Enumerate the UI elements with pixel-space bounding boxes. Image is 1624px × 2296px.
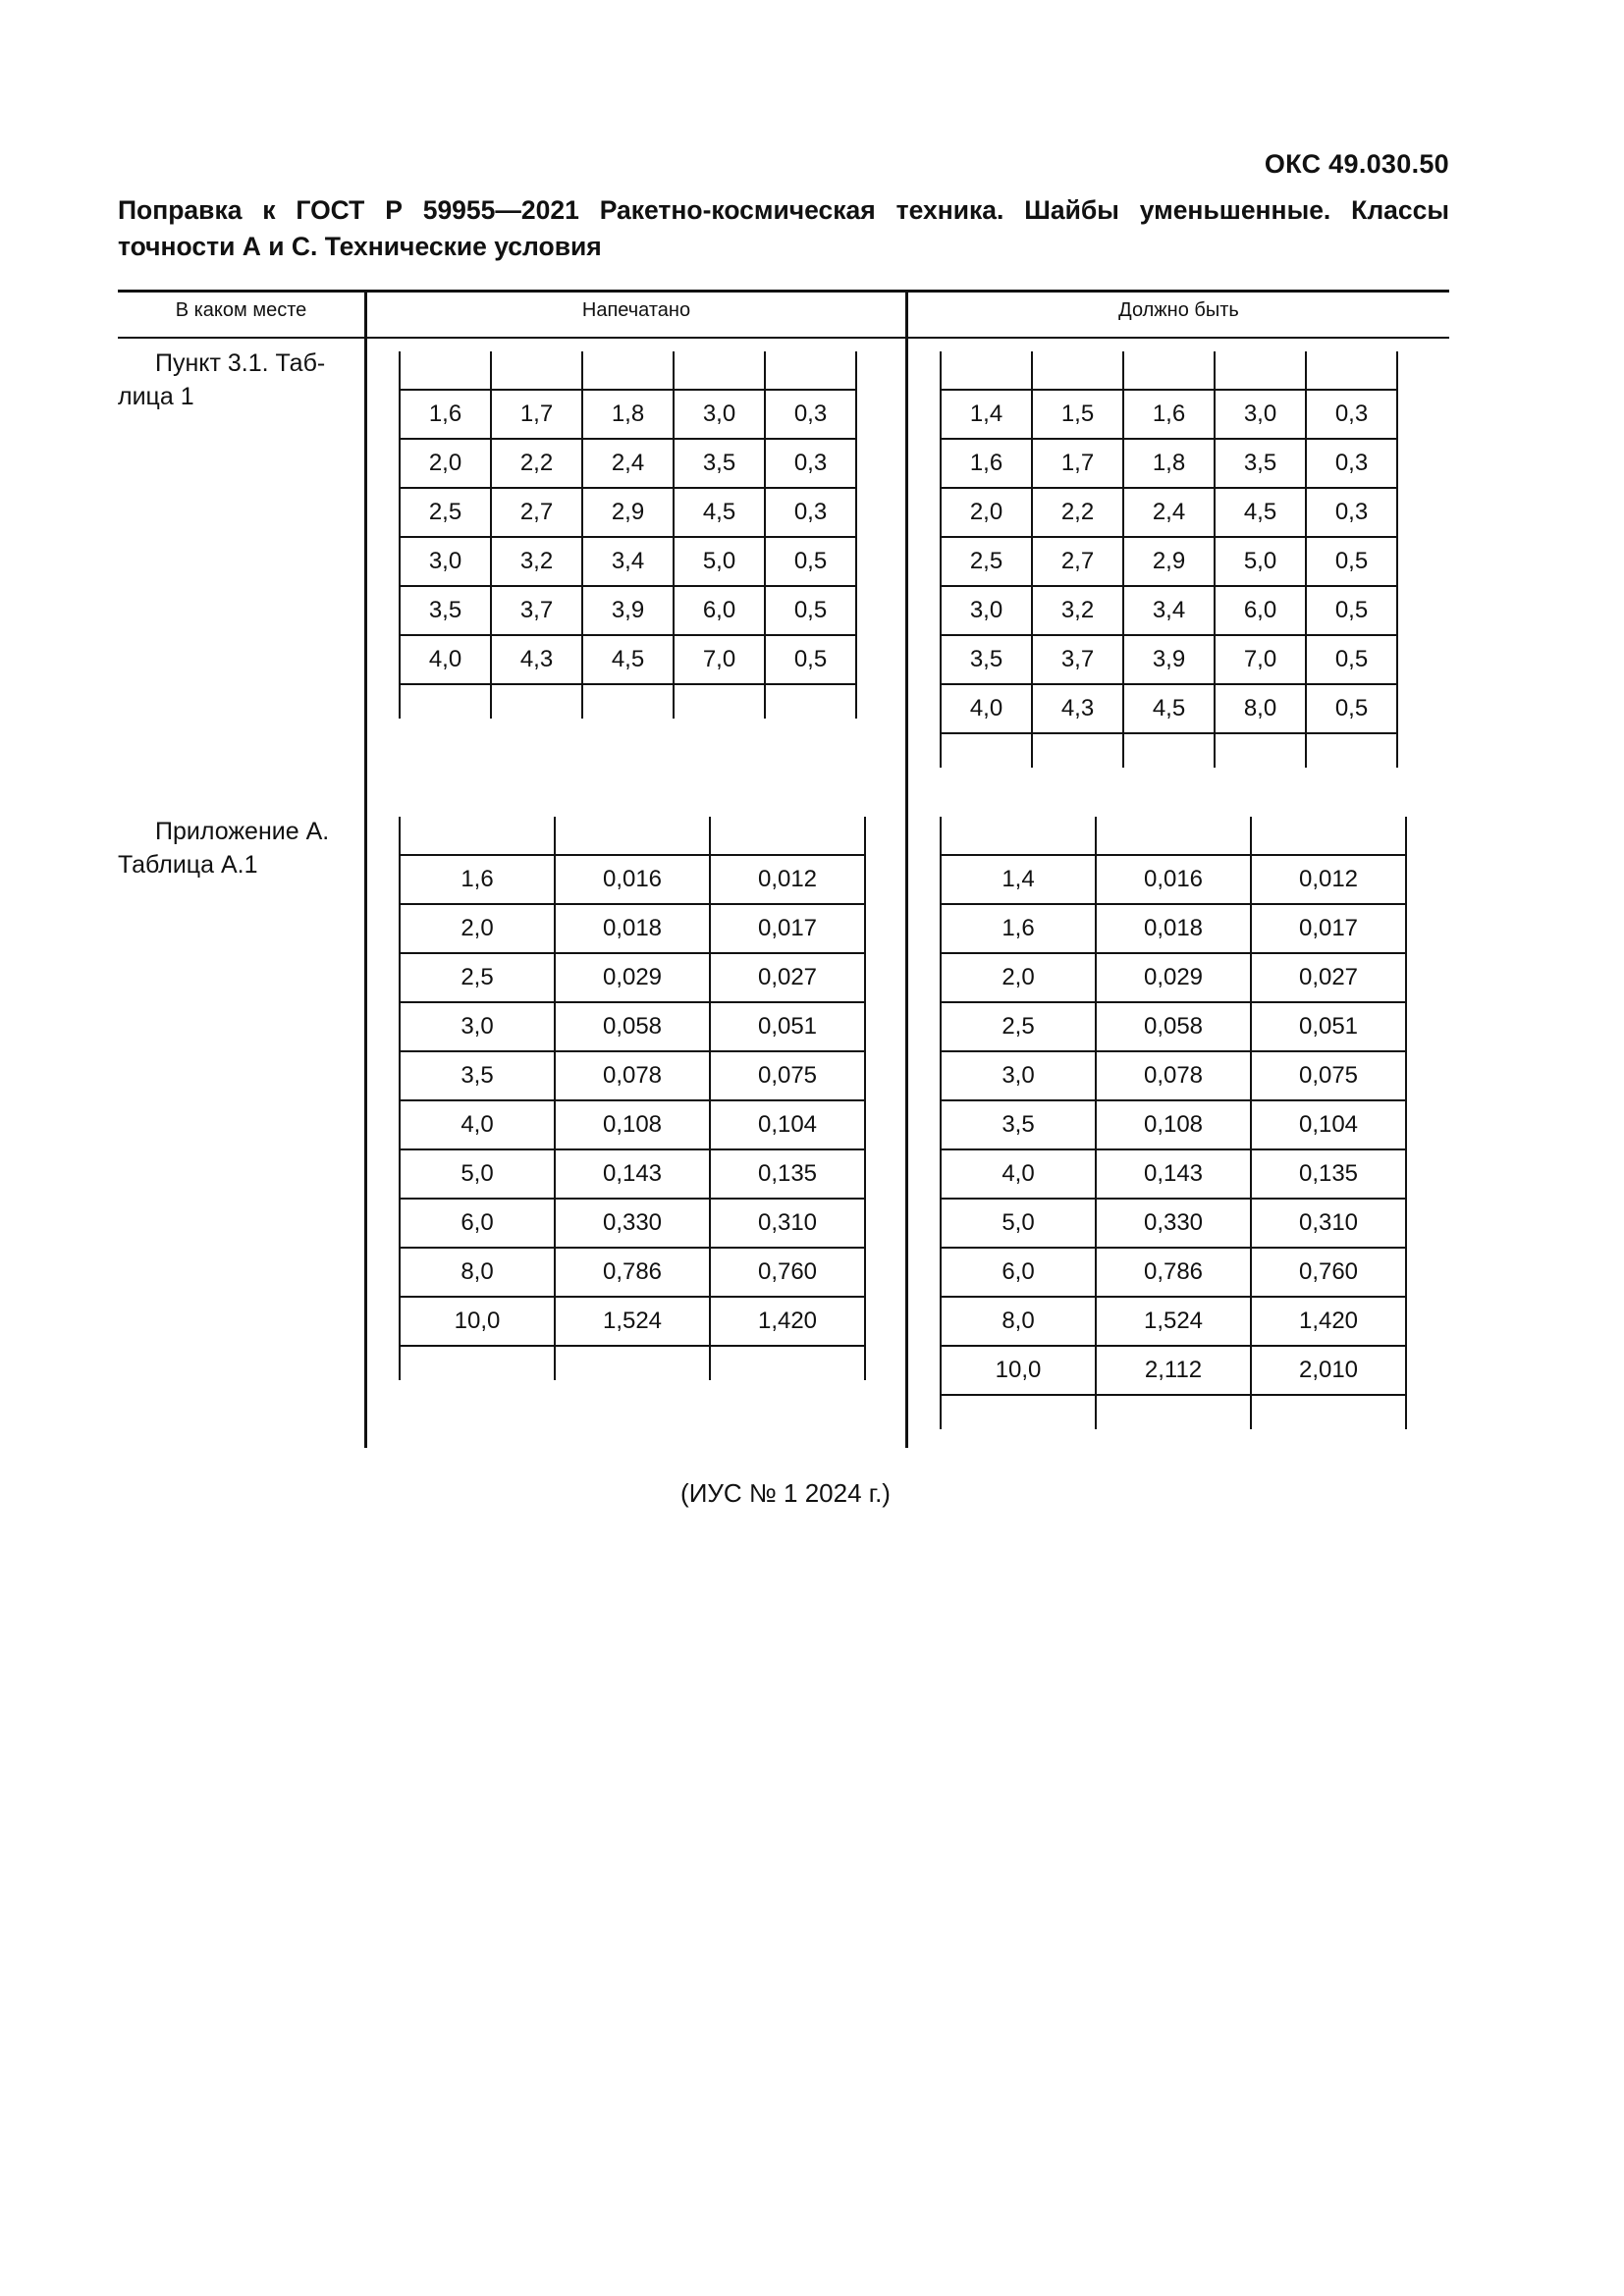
table-cell: 0,016 xyxy=(555,855,710,904)
table-row xyxy=(941,586,1397,635)
table-cell: 3,9 xyxy=(582,586,674,635)
table-cell: 1,6 xyxy=(941,439,1032,488)
table-cell: 3,4 xyxy=(1123,586,1215,635)
table-cell: 2,2 xyxy=(491,439,582,488)
table1-printed xyxy=(399,351,857,719)
table-cell: 3,2 xyxy=(491,537,582,586)
table-cell: 3,0 xyxy=(941,586,1032,635)
column-header-place: В каком месте xyxy=(175,299,307,321)
table-row xyxy=(941,855,1406,904)
table-row xyxy=(941,439,1397,488)
table-cell: 3,5 xyxy=(400,1051,555,1100)
place-line: Пункт 3.1. Таб- xyxy=(155,349,326,377)
tableA1-should-be xyxy=(940,817,1407,1429)
table-cell: 1,524 xyxy=(555,1297,710,1346)
empty-cell xyxy=(1215,351,1306,390)
table-row xyxy=(941,684,1397,733)
empty-cell xyxy=(1123,351,1215,390)
table-cell: 1,6 xyxy=(400,390,491,439)
table-cell: 0,029 xyxy=(555,953,710,1002)
table-cap-row xyxy=(941,817,1406,855)
table-cell: 2,0 xyxy=(941,953,1096,1002)
table-cell: 2,5 xyxy=(941,537,1032,586)
place-line: лица 1 xyxy=(118,383,194,410)
table-cell: 2,5 xyxy=(400,488,491,537)
table-tail-row xyxy=(941,733,1397,768)
table-row xyxy=(941,1346,1406,1395)
empty-cell xyxy=(1096,1395,1251,1429)
table-row xyxy=(400,1199,865,1248)
table-row xyxy=(941,904,1406,953)
ius-reference: (ИУС № 1 2024 г.) xyxy=(680,1478,891,1508)
table-cell: 0,058 xyxy=(555,1002,710,1051)
table-row xyxy=(941,537,1397,586)
table-row xyxy=(400,904,865,953)
table-cell: 5,0 xyxy=(400,1149,555,1199)
table-cell: 7,0 xyxy=(674,635,765,684)
empty-cell xyxy=(674,684,765,719)
table-row xyxy=(400,1149,865,1199)
table-cell: 4,5 xyxy=(582,635,674,684)
table-cell: 0,135 xyxy=(1251,1149,1406,1199)
table-cell: 6,0 xyxy=(1215,586,1306,635)
table-cell: 0,786 xyxy=(555,1248,710,1297)
place-cell-2 xyxy=(118,815,352,881)
table-cell: 3,4 xyxy=(582,537,674,586)
empty-cell xyxy=(1306,351,1397,390)
empty-cell xyxy=(1306,733,1397,768)
empty-cell xyxy=(765,684,856,719)
table-cell: 3,5 xyxy=(674,439,765,488)
table-cell: 0,051 xyxy=(1251,1002,1406,1051)
table-cell: 0,075 xyxy=(1251,1051,1406,1100)
table-cell: 0,143 xyxy=(555,1149,710,1199)
place-line: Таблица А.1 xyxy=(118,851,258,879)
table-row xyxy=(400,1100,865,1149)
table-row xyxy=(400,488,856,537)
table-cell: 2,7 xyxy=(1032,537,1123,586)
table-row xyxy=(400,855,865,904)
table-cell: 8,0 xyxy=(400,1248,555,1297)
table-cell: 0,310 xyxy=(1251,1199,1406,1248)
oks-code: ОКС 49.030.50 xyxy=(1264,149,1449,179)
table-cell: 8,0 xyxy=(1215,684,1306,733)
table-cell: 5,0 xyxy=(1215,537,1306,586)
table-cell: 2,5 xyxy=(400,953,555,1002)
empty-cell xyxy=(1123,733,1215,768)
table-cell: 4,0 xyxy=(400,635,491,684)
table-row xyxy=(941,1297,1406,1346)
table-cell: 4,5 xyxy=(1123,684,1215,733)
table-row xyxy=(400,390,856,439)
table-cell: 0,5 xyxy=(765,635,856,684)
table-cell: 0,330 xyxy=(555,1199,710,1248)
place-line: Приложение А. xyxy=(155,818,330,845)
table-cell: 0,027 xyxy=(710,953,865,1002)
empty-cell xyxy=(555,1346,710,1380)
table-cell: 1,6 xyxy=(941,904,1096,953)
table-cell: 5,0 xyxy=(941,1199,1096,1248)
table-cell: 2,0 xyxy=(400,904,555,953)
table-cell: 1,7 xyxy=(491,390,582,439)
table-row xyxy=(941,1051,1406,1100)
table-cell: 0,017 xyxy=(710,904,865,953)
table-cell: 3,9 xyxy=(1123,635,1215,684)
table-cell: 0,104 xyxy=(1251,1100,1406,1149)
table-row xyxy=(400,1248,865,1297)
table-cell: 0,310 xyxy=(710,1199,865,1248)
empty-cell xyxy=(400,1346,555,1380)
table-cell: 0,760 xyxy=(710,1248,865,1297)
table-cell: 0,078 xyxy=(1096,1051,1251,1100)
column-divider-1 xyxy=(364,290,367,1448)
table-row xyxy=(941,1149,1406,1199)
table-cell: 1,5 xyxy=(1032,390,1123,439)
table-cell: 3,5 xyxy=(1215,439,1306,488)
table-cell: 2,010 xyxy=(1251,1346,1406,1395)
table-cell: 0,5 xyxy=(1306,635,1397,684)
table-cell: 4,5 xyxy=(674,488,765,537)
empty-cell xyxy=(1032,733,1123,768)
empty-cell xyxy=(582,684,674,719)
column-divider-2 xyxy=(905,290,908,1448)
table-cell: 3,7 xyxy=(1032,635,1123,684)
table-row xyxy=(941,1199,1406,1248)
empty-cell xyxy=(710,817,865,855)
table-row xyxy=(400,1002,865,1051)
table-cell: 0,786 xyxy=(1096,1248,1251,1297)
place-cell-1 xyxy=(118,347,352,413)
empty-cell xyxy=(555,817,710,855)
table-cell: 3,0 xyxy=(1215,390,1306,439)
table-cell: 1,4 xyxy=(941,390,1032,439)
table-cell: 2,9 xyxy=(1123,537,1215,586)
table-cell: 0,3 xyxy=(765,390,856,439)
table-cell: 0,135 xyxy=(710,1149,865,1199)
table-cell: 4,0 xyxy=(400,1100,555,1149)
table-cell: 0,5 xyxy=(1306,684,1397,733)
correction-table xyxy=(118,290,1449,1448)
table-cell: 6,0 xyxy=(941,1248,1096,1297)
empty-cell xyxy=(1251,1395,1406,1429)
table-cell: 2,5 xyxy=(941,1002,1096,1051)
empty-cell xyxy=(1251,817,1406,855)
table-cell: 10,0 xyxy=(941,1346,1096,1395)
table-cell: 0,104 xyxy=(710,1100,865,1149)
table-cap-row xyxy=(400,817,865,855)
table-cell: 3,0 xyxy=(400,1002,555,1051)
table-cell: 2,7 xyxy=(491,488,582,537)
table-cell: 0,5 xyxy=(1306,586,1397,635)
table-cell: 0,078 xyxy=(555,1051,710,1100)
table-cell: 0,3 xyxy=(765,488,856,537)
table-cell: 5,0 xyxy=(674,537,765,586)
table-cell: 3,0 xyxy=(674,390,765,439)
table-cell: 0,760 xyxy=(1251,1248,1406,1297)
table-row xyxy=(941,635,1397,684)
table-cell: 0,017 xyxy=(1251,904,1406,953)
table-cell: 2,112 xyxy=(1096,1346,1251,1395)
empty-cell xyxy=(941,351,1032,390)
empty-cell xyxy=(941,733,1032,768)
table-row xyxy=(941,1248,1406,1297)
table-cell: 6,0 xyxy=(674,586,765,635)
table-row xyxy=(400,537,856,586)
table-cell: 0,330 xyxy=(1096,1199,1251,1248)
table-cell: 0,3 xyxy=(765,439,856,488)
empty-cell xyxy=(941,817,1096,855)
table-row xyxy=(941,953,1406,1002)
table1-should-be xyxy=(940,351,1398,768)
table-cell: 0,3 xyxy=(1306,390,1397,439)
table-cell: 3,5 xyxy=(941,1100,1096,1149)
table-header-rule xyxy=(118,337,1449,339)
table-tail-row xyxy=(400,1346,865,1380)
column-header-printed: Напечатано xyxy=(581,299,691,321)
table-cell: 3,0 xyxy=(400,537,491,586)
table-row xyxy=(941,390,1397,439)
table-row xyxy=(400,439,856,488)
table-cell: 1,4 xyxy=(941,855,1096,904)
table-cell: 0,029 xyxy=(1096,953,1251,1002)
table-cell: 0,018 xyxy=(555,904,710,953)
table-cell: 3,7 xyxy=(491,586,582,635)
empty-cell xyxy=(674,351,765,390)
table-cell: 3,5 xyxy=(400,586,491,635)
table-cell: 0,058 xyxy=(1096,1002,1251,1051)
table-cell: 1,6 xyxy=(400,855,555,904)
table-cell: 2,0 xyxy=(400,439,491,488)
table-cell: 3,0 xyxy=(941,1051,1096,1100)
table-cell: 0,012 xyxy=(710,855,865,904)
table-row xyxy=(941,1100,1406,1149)
table-cell: 0,075 xyxy=(710,1051,865,1100)
empty-cell xyxy=(400,351,491,390)
table-cell: 10,0 xyxy=(400,1297,555,1346)
table-cell: 0,027 xyxy=(1251,953,1406,1002)
table-row xyxy=(400,1297,865,1346)
table-cap-row xyxy=(941,351,1397,390)
empty-cell xyxy=(765,351,856,390)
empty-cell xyxy=(491,684,582,719)
table-cell: 0,3 xyxy=(1306,439,1397,488)
empty-cell xyxy=(1096,817,1251,855)
table-cell: 4,0 xyxy=(941,1149,1096,1199)
empty-cell xyxy=(400,684,491,719)
table-cap-row xyxy=(400,351,856,390)
table-cell: 0,5 xyxy=(1306,537,1397,586)
table-cell: 0,143 xyxy=(1096,1149,1251,1199)
table-cell: 0,051 xyxy=(710,1002,865,1051)
table-row xyxy=(400,1051,865,1100)
empty-cell xyxy=(491,351,582,390)
table-cell: 4,0 xyxy=(941,684,1032,733)
tableA1-printed xyxy=(399,817,866,1380)
table-cell: 4,3 xyxy=(491,635,582,684)
table-tail-row xyxy=(941,1395,1406,1429)
table-cell: 4,3 xyxy=(1032,684,1123,733)
table-row xyxy=(400,635,856,684)
table-row xyxy=(941,488,1397,537)
empty-cell xyxy=(400,817,555,855)
table-cell: 4,5 xyxy=(1215,488,1306,537)
table-cell: 0,108 xyxy=(555,1100,710,1149)
empty-cell xyxy=(710,1346,865,1380)
table-cell: 0,3 xyxy=(1306,488,1397,537)
table-row xyxy=(941,1002,1406,1051)
table-cell: 1,7 xyxy=(1032,439,1123,488)
table-cell: 7,0 xyxy=(1215,635,1306,684)
table-cell: 3,5 xyxy=(941,635,1032,684)
table-row xyxy=(400,586,856,635)
table-cell: 2,0 xyxy=(941,488,1032,537)
table-cell: 2,9 xyxy=(582,488,674,537)
table-cell: 3,2 xyxy=(1032,586,1123,635)
empty-cell xyxy=(582,351,674,390)
table-cell: 1,8 xyxy=(1123,439,1215,488)
table-cell: 1,8 xyxy=(582,390,674,439)
table-cell: 1,524 xyxy=(1096,1297,1251,1346)
table-cell: 1,6 xyxy=(1123,390,1215,439)
table-cell: 6,0 xyxy=(400,1199,555,1248)
table-cell: 0,108 xyxy=(1096,1100,1251,1149)
table-cell: 1,420 xyxy=(710,1297,865,1346)
table-cell: 1,420 xyxy=(1251,1297,1406,1346)
table-cell: 0,5 xyxy=(765,586,856,635)
empty-cell xyxy=(941,1395,1096,1429)
table-row xyxy=(400,953,865,1002)
table-cell: 0,012 xyxy=(1251,855,1406,904)
table-cell: 0,016 xyxy=(1096,855,1251,904)
table-top-rule xyxy=(118,290,1449,293)
empty-cell xyxy=(1032,351,1123,390)
table-cell: 0,018 xyxy=(1096,904,1251,953)
table-cell: 2,4 xyxy=(1123,488,1215,537)
table-cell: 8,0 xyxy=(941,1297,1096,1346)
table-cell: 2,2 xyxy=(1032,488,1123,537)
table-cell: 2,4 xyxy=(582,439,674,488)
document-title: Поправка к ГОСТ Р 59955—2021 Ракетно-космическая техника. Шайбы уменьшенные. Классы точности А и С. Технические условия xyxy=(118,195,1449,261)
table-cell: 0,5 xyxy=(765,537,856,586)
empty-cell xyxy=(1215,733,1306,768)
column-header-should-be: Должно быть xyxy=(1118,299,1239,321)
table-tail-row xyxy=(400,684,856,719)
